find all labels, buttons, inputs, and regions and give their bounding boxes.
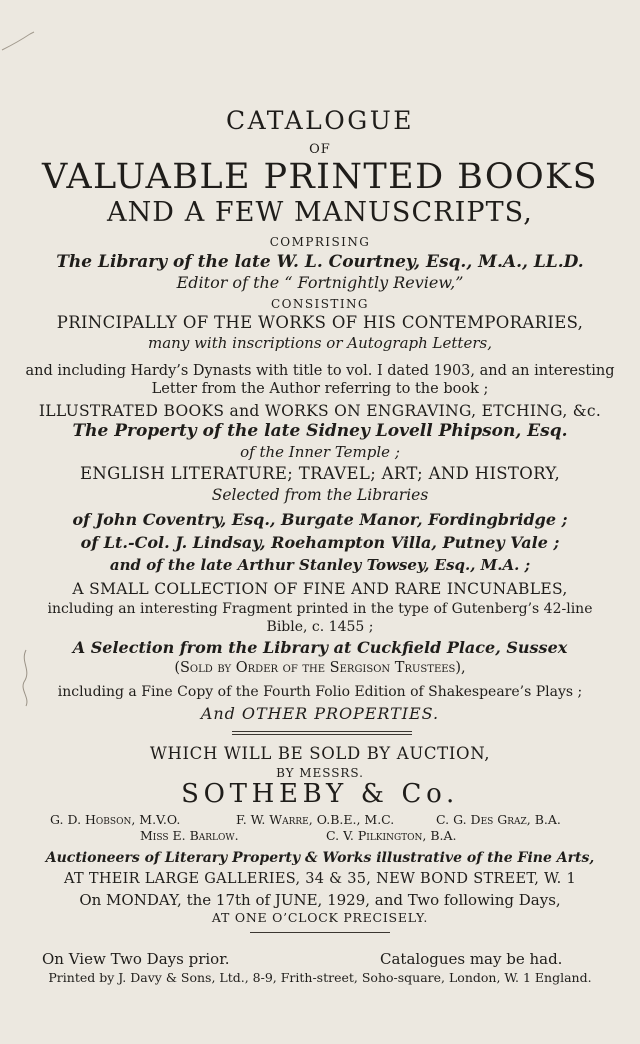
catalogue-heading: CATALOGUE [225,106,415,135]
hardy-line-1: and including Hardy’s Dynasts with title to vol. I dated 1903, and an interesting [25,363,615,379]
on-view-line: On View Two Days prior. [42,950,230,968]
illustrated-books-line: ILLUSTRATED BOOKS and WORKS ON ENGRAVING, ETCHING, &c. [38,402,602,420]
auctioneers-line: Auctioneers of Literary Property & Works illustrative of the Fine Arts, [45,850,595,866]
corner-pencil-mark [0,20,40,60]
trustees-line: (Sold by Order of the Sergison Trustees), [174,660,466,676]
selected-libraries-line: Selected from the Libraries [211,486,429,504]
other-properties-line: And OTHER PROPERTIES. [200,704,440,723]
english-literature-line: ENGLISH LITERATURE; TRAVEL; ART; AND HISTORY, [79,464,561,483]
which-will-be-sold-line: WHICH WILL BE SOLD BY AUCTION, [149,744,491,763]
sale-time-line: AT ONE O’CLOCK PRECISELY. [211,910,429,925]
headline-manuscripts: AND A FEW MANUSCRIPTS, [107,197,533,228]
lindsay-line: of Lt.-Col. J. Lindsay, Roehampton Villa, Putney Vale ; [80,533,560,552]
sotheby-heading: SOTHEBY & Co. [181,779,459,809]
catalogues-had-line: Catalogues may be had. [380,950,563,968]
editor-line: Editor of the “ Fortnightly Review,” [176,273,464,292]
margin-pencil-mark [14,648,42,708]
partner-barlow: Miss E. Barlow. [140,828,239,843]
inner-temple-line: of the Inner Temple ; [240,443,400,461]
towsey-line: and of the late Arthur Stanley Towsey, Esq., M.A. ; [109,556,531,574]
fragment-line-1: including an interesting Fragment printed in the type of Gutenberg’s 42-line [47,601,593,617]
partner-hobson: G. D. Hobson, M.V.O. [50,812,181,827]
partner-des-graz: C. G. Des Graz, B.A. [436,812,561,827]
headline-valuable-printed-books: VALUABLE PRINTED BOOKS [42,157,598,197]
principally-line: PRINCIPALLY OF THE WORKS OF HIS CONTEMPORARIES, [56,313,584,332]
galleries-line: AT THEIR LARGE GALLERIES, 34 & 35, NEW BOND STREET, W. 1 [64,871,576,887]
property-phipson: The Property of the late Sidney Lovell Phipson, Esq. [72,421,568,441]
comprising-label: COMPRISING [269,235,371,249]
incunables-line: A SMALL COLLECTION OF FINE AND RARE INCUNABLES, [72,580,568,598]
shakespeare-line: including a Fine Copy of the Fourth Folio Edition of Shakespeare’s Plays ; [57,684,583,700]
library-courtney: The Library of the late W. L. Courtney, Esq., M.A., LL.D. [56,252,584,272]
printer-imprint: Printed by J. Davy & Sons, Ltd., 8-9, Frith-street, Soho-square, London, W. 1 England. [48,970,592,985]
coventry-line: of John Coventry, Esq., Burgate Manor, Fordingbridge ; [72,510,568,529]
cuckfield-line: A Selection from the Library at Cuckfield Place, Sussex [72,638,568,657]
by-messrs-label: BY MESSRS. [276,766,364,780]
double-rule [232,731,412,735]
partner-pilkington: C. V. Pilkington, B.A. [326,828,457,843]
sale-date-line: On MONDAY, the 17th of JUNE, 1929, and Two following Days, [79,891,561,909]
consisting-label: CONSISTING [271,297,369,311]
inscriptions-line: many with inscriptions or Autograph Letters, [148,334,492,352]
partner-warre: F. W. Warre, O.B.E., M.C. [236,812,395,827]
hardy-line-2: Letter from the Author referring to the book ; [151,381,489,397]
fragment-line-2: Bible, c. 1455 ; [266,619,374,635]
of-label: OF [309,142,331,157]
short-rule [250,932,390,933]
